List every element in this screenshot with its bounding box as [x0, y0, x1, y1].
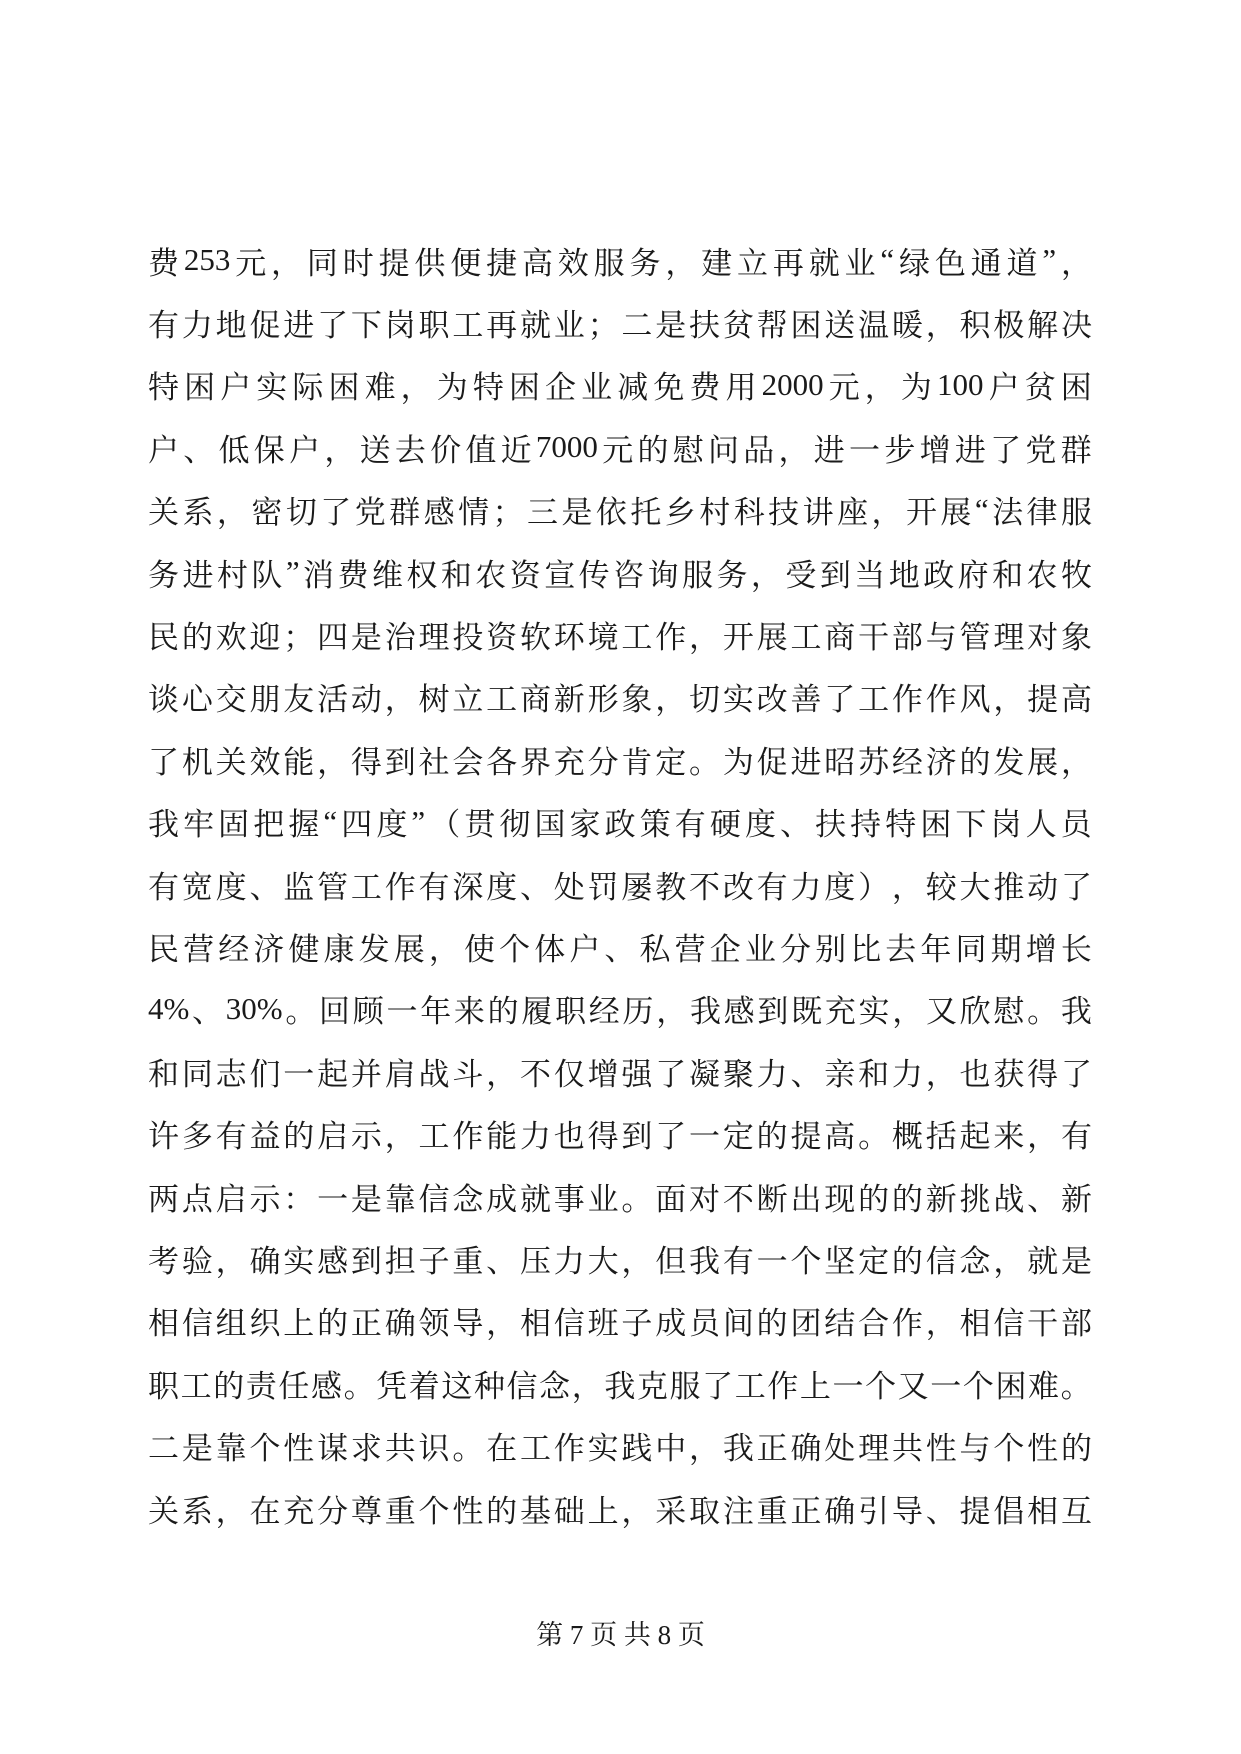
- text-line: 务 进 村 队 ” 消 费 维 权 和 农 资 宣 传 咨 询 服 务 ， 受 到 当 地 政 府 和 农 牧: [148, 554, 1092, 593]
- page-number-label: 第 7 页 共 8 页: [536, 1620, 705, 1650]
- text-line: 民 营 经 济 健 康 发 展 ， 使 个 体 户 、 私 营 企 业 分 别 比 去 年 同 期 增 长: [148, 931, 1092, 967]
- text-line: 关 系 ， 密 切 了 党 群 感 情 ； 三 是 依 托 乡 村 科 技 讲 座 ， 开 展 “ 法 律 服: [148, 491, 1092, 531]
- text-line: 了 机 关 效 能 ， 得 到 社 会 各 界 充 分 肯 定 。 为 促 进 昭 苏 经 济 的 发 展 ，: [148, 744, 1092, 780]
- document-body: [148, 229, 1092, 1539]
- text-line: 相 信 组 织 上 的 正 确 领 导 ， 相 信 班 子 成 员 间 的 团 结 合 作 ， 相 信 干 部: [148, 1306, 1092, 1342]
- text-line: 许 多 有 益 的 启 示 ， 工 作 能 力 也 得 到 了 一 定 的 提 高 。 概 括 起 来 ， 有: [148, 1119, 1092, 1155]
- text-line: 户 、 低 保 户 ， 送 去 价 值 近 7000 元 的 慰 问 品 ， 进 一 步 增 进 了 党 群: [148, 429, 1092, 468]
- text-line: 特 困 户 实 际 困 难 ， 为 特 困 企 业 减 免 费 用 2000 元 ， 为 100 户 贫 困: [148, 366, 1092, 406]
- text-line: 和 同 志 们 一 起 并 肩 战 斗 ， 不 仅 增 强 了 凝 聚 力 、 亲 和 力 ， 也 获 得 了: [148, 1056, 1092, 1092]
- text-line: 谈 心 交 朋 友 活 动 ， 树 立 工 商 新 形 象 ， 切 实 改 善 了 工 作 作 风 ， 提 高: [148, 682, 1092, 718]
- text-line: 二 是 靠 个 性 谋 求 共 识 。 在 工 作 实 践 中 ， 我 正 确 处 理 共 性 与 个 性 的: [148, 1431, 1092, 1467]
- text-line: 我 牢 固 把 握 “ 四 度 ” （ 贯 彻 国 家 政 策 有 硬 度 、 扶 持 特 困 下 岗 人 员: [148, 803, 1092, 843]
- text-line: 费 253 元 ， 同 时 提 供 便 捷 高 效 服 务 ， 建 立 再 就 业 “ 绿 色 通 道 ” ，: [148, 242, 1092, 281]
- text-line: 两 点 启 示 ： 一 是 靠 信 念 成 就 事 业 。 面 对 不 断 出 现 的 的 新 挑 战 、 新: [148, 1181, 1092, 1217]
- text-line: 4% 、 30% 。 回 顾 一 年 来 的 履 职 经 历 ， 我 感 到 既 充 实 ， 又 欣 慰 。 我: [148, 990, 1092, 1030]
- text-line: 有 力 地 促 进 了 下 岗 职 工 再 就 业 ； 二 是 扶 贫 帮 困 送 温 暖 ， 积 极 解 决: [148, 308, 1092, 344]
- text-line: 职 工 的 责 任 感 。 凭 着 这 种 信 念 ， 我 克 服 了 工 作 上 一 个 又 一 个 困 难 。: [148, 1368, 1092, 1404]
- text-line: 考 验 ， 确 实 感 到 担 子 重 、 压 力 大 ， 但 我 有 一 个 坚 定 的 信 念 ， 就 是: [148, 1243, 1092, 1279]
- page-footer: [0, 1618, 1241, 1652]
- text-line: 关 系 ， 在 充 分 尊 重 个 性 的 基 础 上 ， 采 取 注 重 正 确 引 导 、 提 倡 相 互: [148, 1493, 1092, 1529]
- text-line: 有 宽 度 、 监 管 工 作 有 深 度 、 处 罚 屡 教 不 改 有 力 度 ） ， 较 大 推 动 了: [148, 869, 1092, 905]
- text-line: 民 的 欢 迎 ； 四 是 治 理 投 资 软 环 境 工 作 ， 开 展 工 商 干 部 与 管 理 对 象: [148, 620, 1092, 656]
